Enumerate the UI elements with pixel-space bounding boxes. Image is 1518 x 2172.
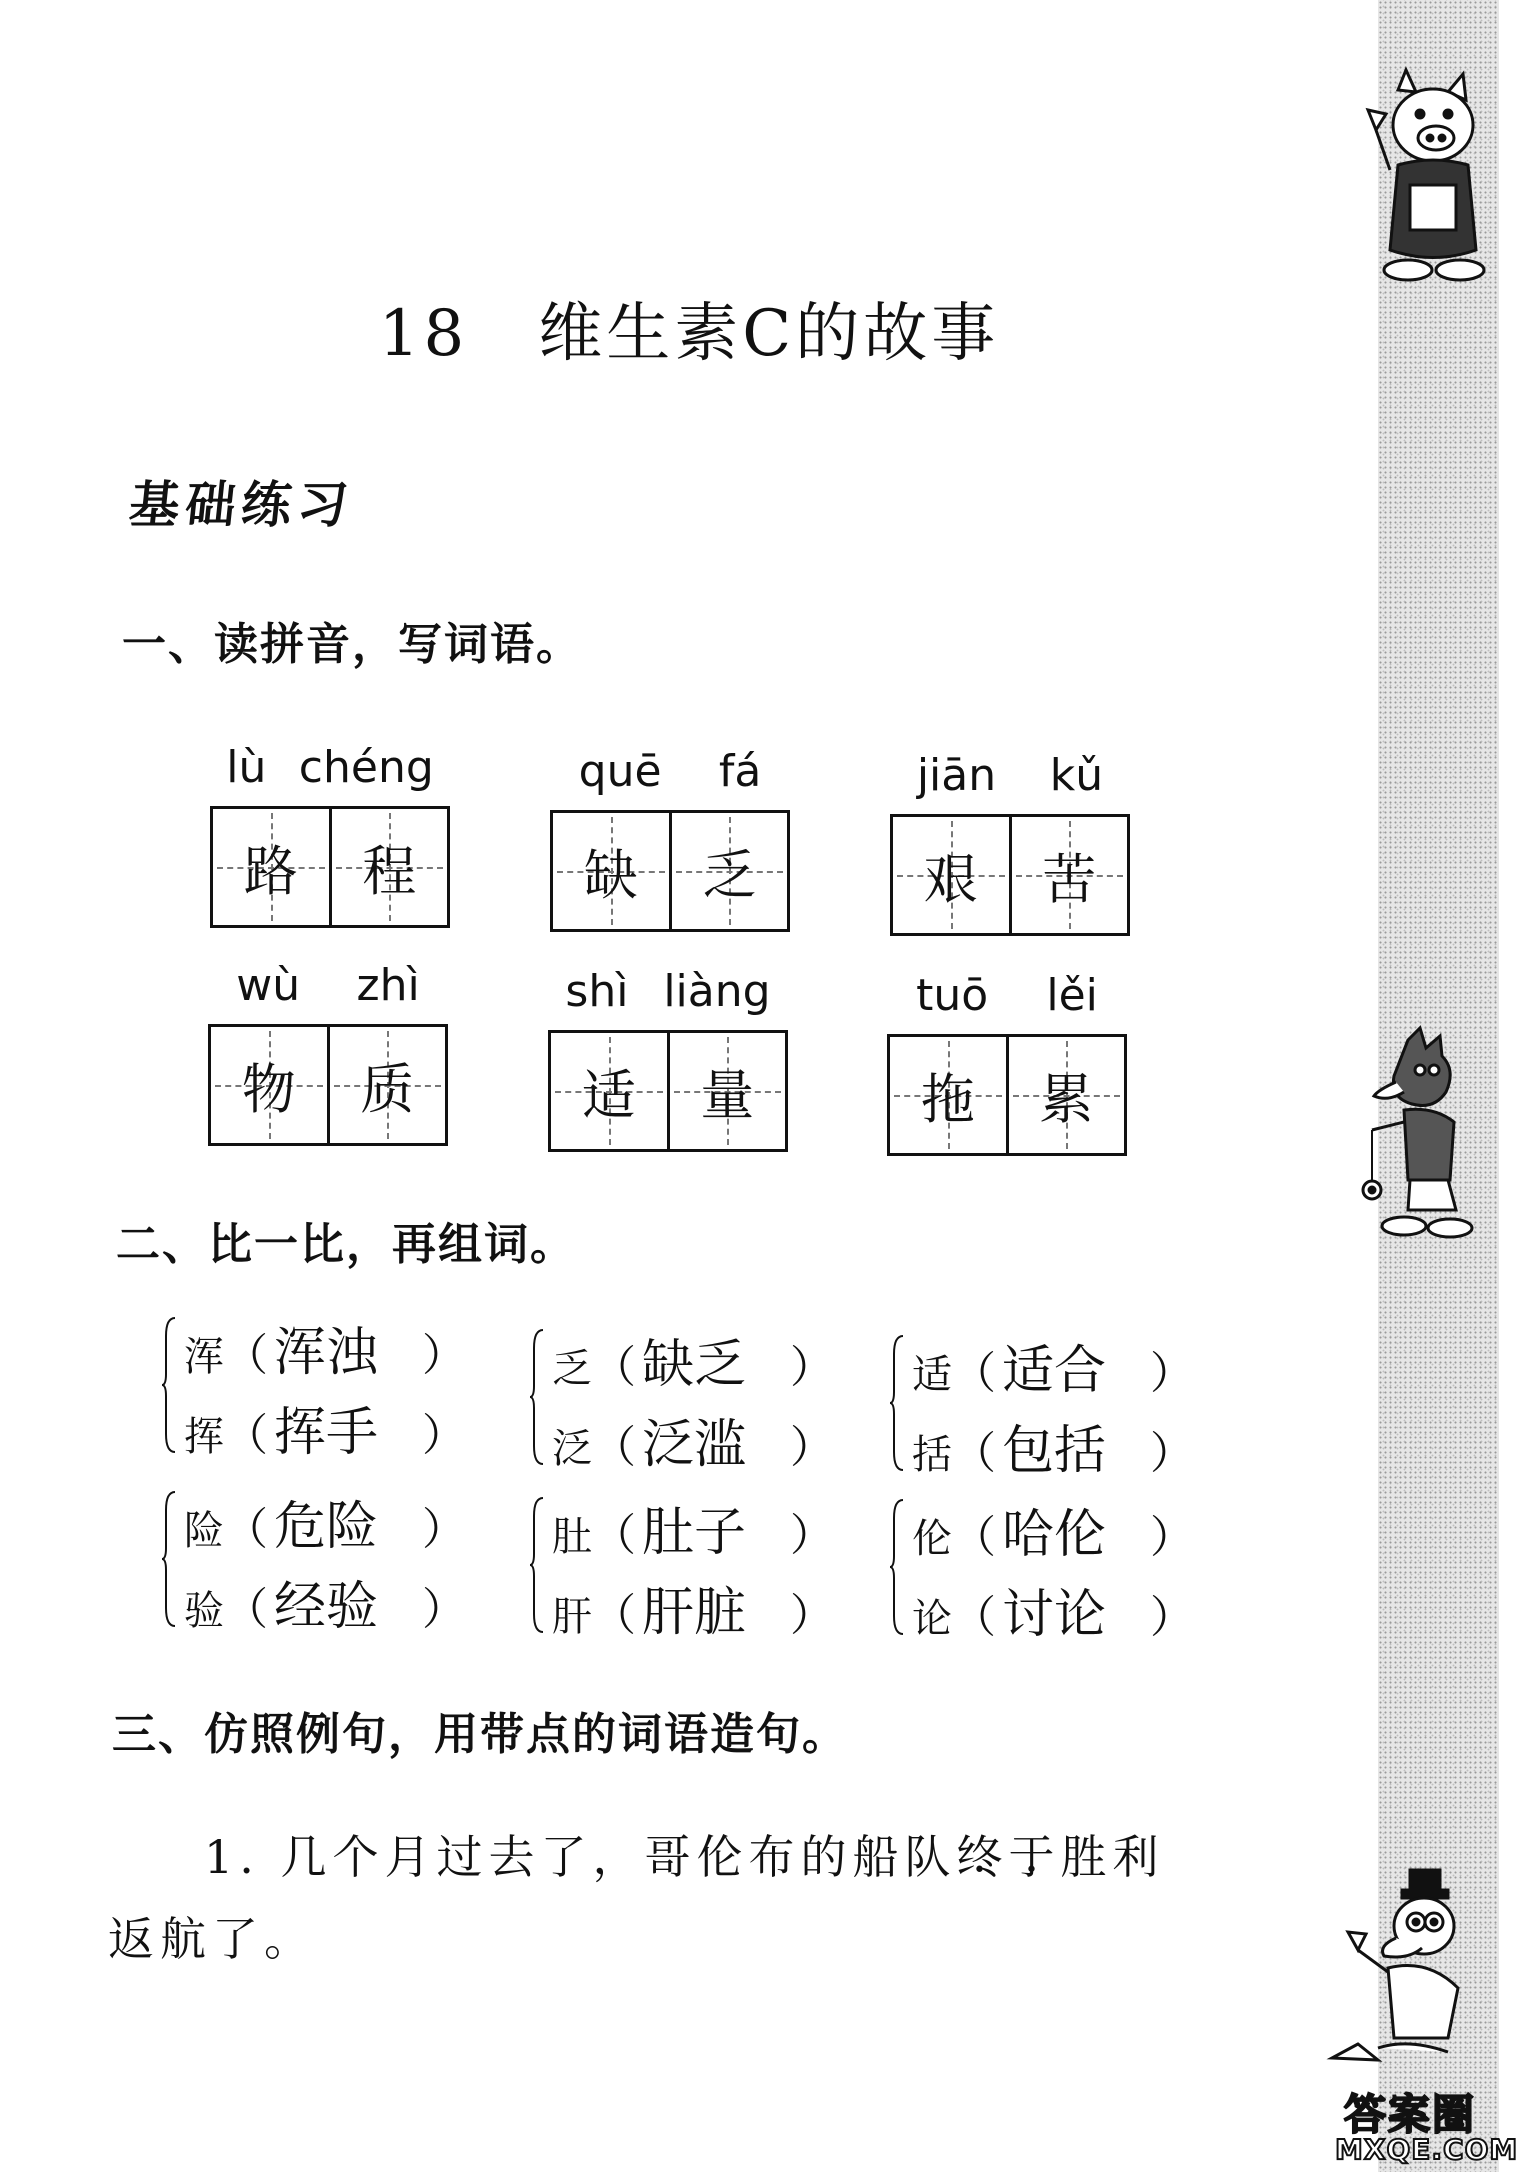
brace-icon — [530, 1328, 544, 1466]
open-paren: （ — [224, 1330, 268, 1381]
open-paren: （ — [592, 1590, 636, 1641]
answer-word[interactable]: 挥手 — [274, 1403, 379, 1463]
sentence-text: 胜利返航了。 — [108, 1830, 1165, 1966]
pinyin-item — [548, 962, 788, 1152]
wolf-cartoon-icon — [1338, 1030, 1488, 1245]
answer-char: 物 — [241, 1057, 296, 1121]
tianzige-grid[interactable] — [890, 814, 1130, 936]
answer-char: 适 — [581, 1063, 636, 1127]
compare-pair — [162, 1310, 492, 1463]
answer-char: 量 — [700, 1063, 755, 1127]
answer-word[interactable]: 适合 — [1002, 1341, 1107, 1401]
pinyin-syllable: liàng — [663, 966, 771, 1017]
close-paren: ） — [1150, 1512, 1195, 1563]
compare-pair — [890, 1492, 1220, 1645]
brace-icon — [890, 1498, 904, 1636]
close-paren: ） — [422, 1330, 467, 1381]
compare-char: 险 — [184, 1508, 224, 1554]
answer-word[interactable]: 缺乏 — [642, 1335, 747, 1395]
compare-char: 挥 — [184, 1414, 224, 1460]
pinyin-item — [550, 742, 790, 932]
answer-word[interactable]: 肝脏 — [642, 1583, 747, 1643]
close-paren: ） — [1150, 1592, 1195, 1643]
pinyin-syllable: tuō — [916, 970, 989, 1021]
tianzige-grid[interactable] — [887, 1034, 1127, 1156]
tianzige-grid[interactable] — [550, 810, 790, 932]
close-paren: ） — [422, 1504, 467, 1555]
open-paren: （ — [592, 1342, 636, 1393]
answer-char: 程 — [362, 839, 417, 903]
question-1-heading: 一、读拼音，写词语。 — [122, 619, 582, 670]
compare-pair — [530, 1490, 860, 1643]
dotted-char: 终 — [956, 1830, 1009, 1884]
compare-char: 伦 — [912, 1516, 952, 1562]
pinyin-syllable: chéng — [298, 742, 434, 793]
close-paren: ） — [422, 1410, 467, 1461]
lesson-number: 18 — [378, 297, 469, 371]
answer-word[interactable]: 讨论 — [1002, 1585, 1107, 1645]
pinyin-item — [887, 966, 1127, 1156]
close-paren: ） — [422, 1584, 467, 1635]
compare-char: 乏 — [552, 1346, 592, 1392]
answer-char: 路 — [243, 839, 298, 903]
open-paren: （ — [952, 1592, 996, 1643]
watermark-line: 答案圈 — [1343, 2090, 1476, 2139]
answer-char: 艰 — [923, 847, 978, 911]
open-paren: （ — [952, 1348, 996, 1399]
brace-icon — [162, 1490, 176, 1628]
tianzige-grid[interactable] — [548, 1030, 788, 1152]
answer-word[interactable]: 危险 — [274, 1497, 379, 1557]
dotted-char: 于 — [1008, 1830, 1061, 1884]
duck-cartoon-icon — [1318, 1868, 1488, 2068]
watermark-line: MXQE.COM — [1335, 2133, 1518, 2166]
compare-char: 适 — [912, 1352, 952, 1398]
answer-word[interactable]: 浑浊 — [274, 1323, 379, 1383]
open-paren: （ — [592, 1510, 636, 1561]
answer-char: 累 — [1039, 1067, 1094, 1131]
question-2-heading: 二、比一比，再组词。 — [116, 1219, 576, 1270]
close-paren: ） — [790, 1510, 835, 1561]
pinyin-syllable: kǔ — [1049, 750, 1104, 801]
pinyin-syllable: fá — [718, 746, 762, 797]
lesson-title — [0, 282, 1378, 374]
compare-char: 浑 — [184, 1334, 224, 1380]
answer-word[interactable]: 哈伦 — [1002, 1505, 1107, 1565]
example-sentence — [108, 1816, 1208, 1980]
section-heading: 基础练习 — [126, 476, 357, 534]
pinyin-syllable: lù — [226, 742, 267, 793]
pinyin-syllable: zhì — [356, 960, 420, 1011]
sentence-text: 几个月过去了，哥伦布的船队 — [280, 1830, 957, 1884]
open-paren: （ — [224, 1504, 268, 1555]
answer-word[interactable]: 包括 — [1002, 1421, 1107, 1481]
open-paren: （ — [224, 1410, 268, 1461]
answer-char: 乏 — [702, 843, 757, 907]
brace-icon — [162, 1316, 176, 1454]
pig-cartoon-icon — [1368, 70, 1488, 290]
answer-word[interactable]: 经验 — [274, 1577, 379, 1637]
compare-char: 括 — [912, 1432, 952, 1478]
close-paren: ） — [1150, 1348, 1195, 1399]
answer-word[interactable]: 泛滥 — [642, 1415, 747, 1475]
pinyin-item — [208, 956, 448, 1146]
open-paren: （ — [952, 1512, 996, 1563]
item-number: 1. — [204, 1830, 260, 1884]
pinyin-syllable: quē — [578, 746, 662, 797]
pinyin-item — [210, 738, 450, 928]
close-paren: ） — [790, 1422, 835, 1473]
tianzige-grid[interactable] — [210, 806, 450, 928]
site-watermark — [1335, 2090, 1518, 2166]
pinyin-syllable: shì — [565, 966, 629, 1017]
close-paren: ） — [1150, 1428, 1195, 1479]
answer-word[interactable]: 肚子 — [642, 1503, 747, 1563]
compare-char: 验 — [184, 1588, 224, 1634]
compare-char: 肚 — [552, 1514, 592, 1560]
close-paren: ） — [790, 1342, 835, 1393]
compare-pair — [530, 1322, 860, 1475]
answer-char: 拖 — [920, 1067, 975, 1131]
brace-icon — [530, 1496, 544, 1634]
pinyin-syllable: jiān — [916, 750, 997, 801]
compare-char: 肝 — [552, 1594, 592, 1640]
pinyin-syllable: lěi — [1046, 970, 1098, 1021]
open-paren: （ — [952, 1428, 996, 1479]
answer-char: 质 — [360, 1057, 415, 1121]
answer-char: 苦 — [1042, 847, 1097, 911]
compare-pair — [162, 1484, 492, 1637]
compare-char: 泛 — [552, 1426, 592, 1472]
compare-char: 论 — [912, 1596, 952, 1642]
open-paren: （ — [592, 1422, 636, 1473]
open-paren: （ — [224, 1584, 268, 1635]
answer-char: 缺 — [583, 843, 638, 907]
brace-icon — [890, 1334, 904, 1472]
tianzige-grid[interactable] — [208, 1024, 448, 1146]
compare-pair — [890, 1328, 1220, 1481]
question-3-heading: 三、仿照例句，用带点的词语造句。 — [112, 1709, 848, 1760]
close-paren: ） — [790, 1590, 835, 1641]
pinyin-item — [890, 746, 1130, 936]
lesson-name: 维生素C的故事 — [538, 297, 1000, 371]
pinyin-syllable: wù — [236, 960, 301, 1011]
